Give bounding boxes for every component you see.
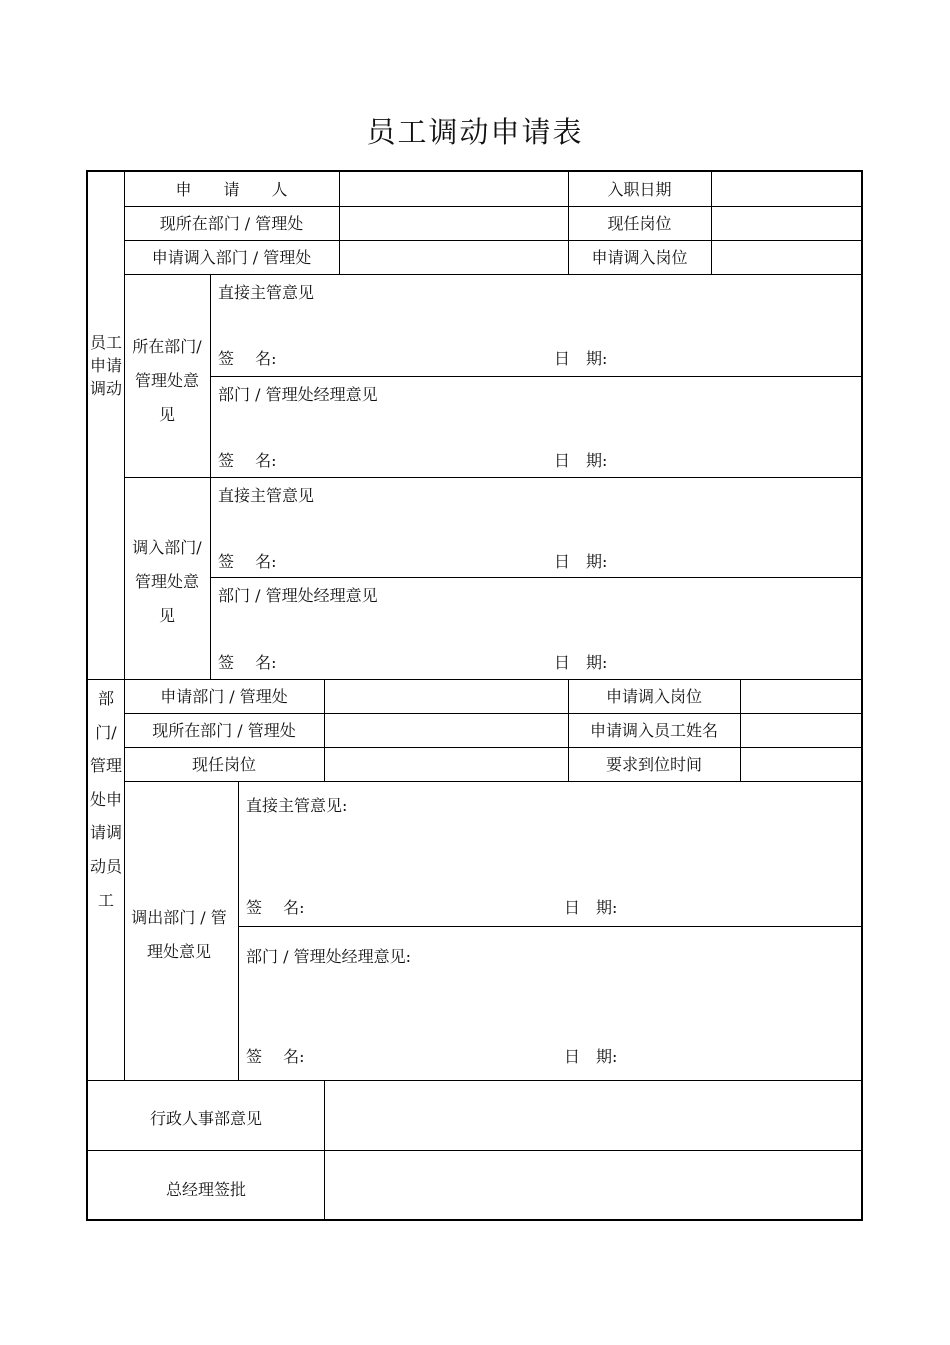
supervisor-opinion-heading: 直接主管意见	[218, 283, 315, 302]
target-position-field[interactable]	[712, 241, 863, 274]
manager-opinion-area[interactable]	[211, 605, 863, 655]
hr-opinion-field[interactable]	[325, 1081, 863, 1150]
manager-opinion-heading: 部门 / 管理处经理意见	[218, 586, 378, 605]
supervisor-opinion-area[interactable]	[211, 505, 863, 553]
section1-side-label: 员工申请调动	[89, 333, 122, 398]
signature-label: 签 名:	[218, 653, 277, 672]
target-position-label: 申请调入岗位	[605, 687, 702, 706]
row-divider	[210, 376, 863, 377]
date-label: 日 期:	[564, 1047, 618, 1066]
date-label: 日 期:	[554, 349, 608, 368]
target-dept-label: 申请调入部门 / 管理处	[151, 248, 312, 267]
report-time-label: 要求到位时间	[605, 755, 702, 774]
manager-opinion-heading: 部门 / 管理处经理意见:	[246, 947, 411, 966]
gm-approval-label: 总经理签批	[165, 1180, 246, 1199]
current-dept-label: 现所在部门 / 管理处	[159, 214, 304, 233]
date-label: 日 期:	[554, 552, 608, 571]
signature-label: 签 名:	[218, 552, 277, 571]
row-divider	[124, 274, 863, 275]
supervisor-opinion-heading: 直接主管意见:	[246, 796, 348, 815]
target-position-field[interactable]	[741, 680, 863, 713]
out-dept-opinion-label: 调出部门 / 管理处意见	[131, 908, 227, 961]
signature-label: 签 名:	[246, 898, 305, 917]
date-label: 日 期:	[564, 898, 618, 917]
current-dept-field[interactable]	[325, 714, 568, 747]
supervisor-opinion-area[interactable]	[239, 817, 863, 897]
signature-label: 签 名:	[246, 1047, 305, 1066]
current-dept-label: 现所在部门 / 管理处	[152, 721, 296, 740]
target-position-label: 申请调入岗位	[591, 248, 688, 267]
applicant-field[interactable]	[340, 173, 568, 206]
employee-name-label: 申请调入员工姓名	[589, 721, 718, 740]
row-divider	[124, 781, 863, 782]
transfer-form-table	[86, 170, 863, 1221]
current-position-label: 现任岗位	[607, 214, 672, 233]
target-dept-field[interactable]	[340, 241, 568, 274]
report-time-field[interactable]	[741, 748, 863, 781]
employee-name-field[interactable]	[741, 714, 863, 747]
current-position-label: 现任岗位	[191, 755, 256, 774]
manager-opinion-area[interactable]	[211, 404, 863, 454]
gm-approval-field[interactable]	[325, 1151, 863, 1221]
requesting-dept-field[interactable]	[325, 680, 568, 713]
manager-opinion-area[interactable]	[239, 968, 863, 1048]
manager-opinion-heading: 部门 / 管理处经理意见	[218, 385, 378, 404]
supervisor-opinion-heading: 直接主管意见	[218, 486, 315, 505]
current-position-field[interactable]	[712, 207, 863, 240]
column-divider	[124, 172, 125, 1080]
row-divider	[238, 926, 863, 927]
date-label: 日 期:	[554, 653, 608, 672]
date-label: 日 期:	[554, 451, 608, 470]
supervisor-opinion-area[interactable]	[211, 302, 863, 352]
hr-opinion-label: 行政人事部意见	[149, 1109, 262, 1128]
applicant-label: 申 请 人	[175, 180, 288, 199]
current-dept-opinion-label: 所在部门/ 管理处意见	[132, 337, 202, 424]
row-divider	[124, 477, 863, 478]
hire-date-label: 入职日期	[607, 180, 672, 199]
current-dept-field[interactable]	[340, 207, 568, 240]
signature-label: 签 名:	[218, 451, 277, 470]
signature-label: 签 名:	[218, 349, 277, 368]
requesting-dept-label: 申请部门 / 管理处	[160, 687, 288, 706]
target-dept-opinion-label: 调入部门/ 管理处意见	[132, 538, 202, 625]
hire-date-field[interactable]	[712, 173, 863, 206]
row-divider	[210, 577, 863, 578]
form-title: 员工调动申请表	[366, 115, 584, 149]
section2-side-label: 部门/管理处申请调动员工	[89, 689, 122, 910]
current-position-field[interactable]	[325, 748, 568, 781]
